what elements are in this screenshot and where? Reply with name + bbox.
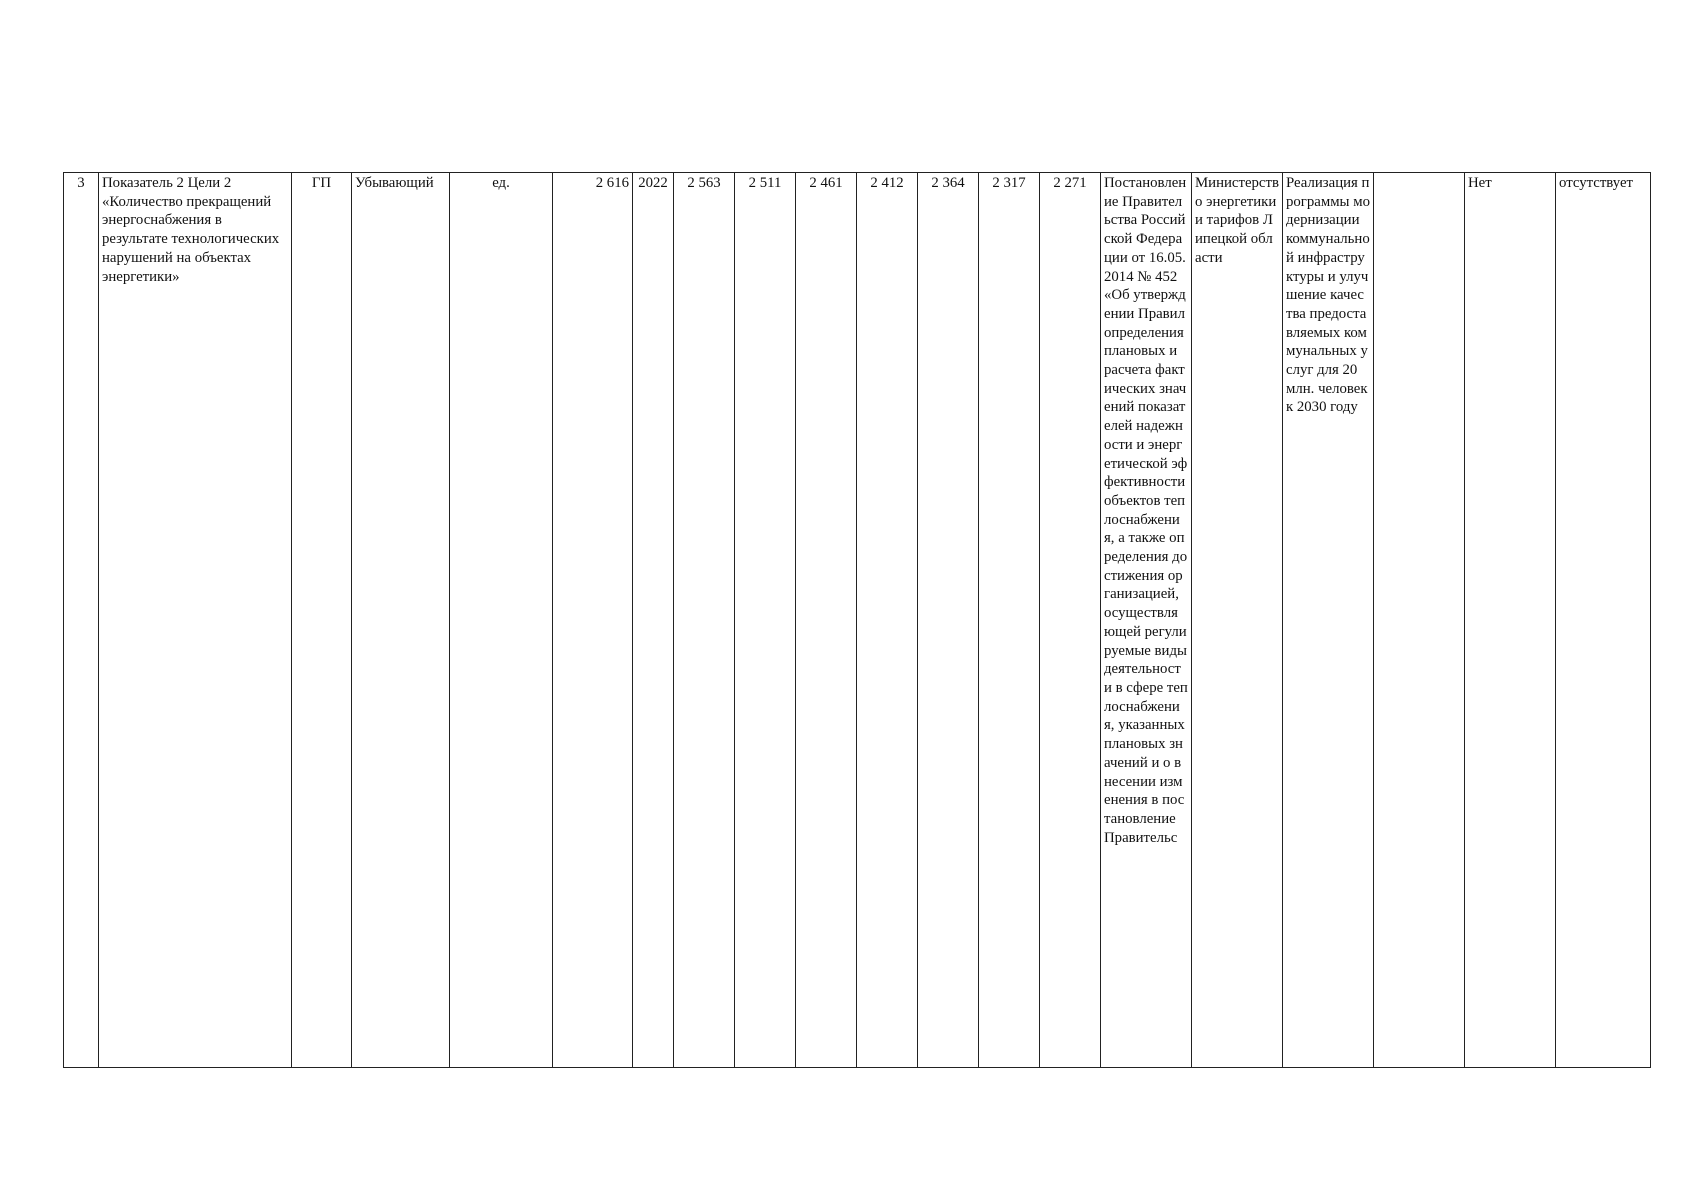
unit-of-measure: ед.	[450, 173, 553, 1068]
table-row	[64, 173, 1651, 1068]
value-year-6: 2 317	[979, 173, 1040, 1068]
indicator-trend: Убывающий	[352, 173, 450, 1068]
regulatory-document: Постановление Правительства Российской Федерации от 16.05.2014 № 452 «Об утверждении Правил определения плановых и расчета фактических значений показателей надежности и энергетической эффективности объектов теплоснабжения, а также определения достижения организацией, осуществляющей регулируемые виды деятельности в сфере теплоснабжения, указанных плановых значений и о внесении изменения в постановление Правительс	[1101, 173, 1192, 1068]
value-year-5: 2 364	[918, 173, 979, 1068]
info-system-flag: Нет	[1465, 173, 1556, 1068]
value-year-7: 2 271	[1040, 173, 1101, 1068]
indicator-table	[63, 172, 1651, 1068]
value-year-3: 2 461	[796, 173, 857, 1068]
base-year: 2022	[633, 173, 674, 1068]
base-value: 2 616	[553, 173, 633, 1068]
value-year-2: 2 511	[735, 173, 796, 1068]
row-number: 3	[64, 173, 99, 1068]
value-year-1: 2 563	[674, 173, 735, 1068]
info-system: отсутствует	[1556, 173, 1651, 1068]
value-year-4: 2 412	[857, 173, 918, 1068]
responsible-body: Министерство энергетики и тарифов Липецкой области	[1192, 173, 1283, 1068]
empty-cell	[1374, 173, 1465, 1068]
indicator-name: Показатель 2 Цели 2 «Количество прекращений энергоснабжения в результате технологических нарушений на объектах энергетики»	[99, 173, 292, 1068]
indicator-level: ГП	[292, 173, 352, 1068]
national-goal-link: Реализация программы модернизации коммунальной инфраструктуры и улучшение качества предоставляемых коммунальных услуг для 20 млн. человек к 2030 году	[1283, 173, 1374, 1068]
